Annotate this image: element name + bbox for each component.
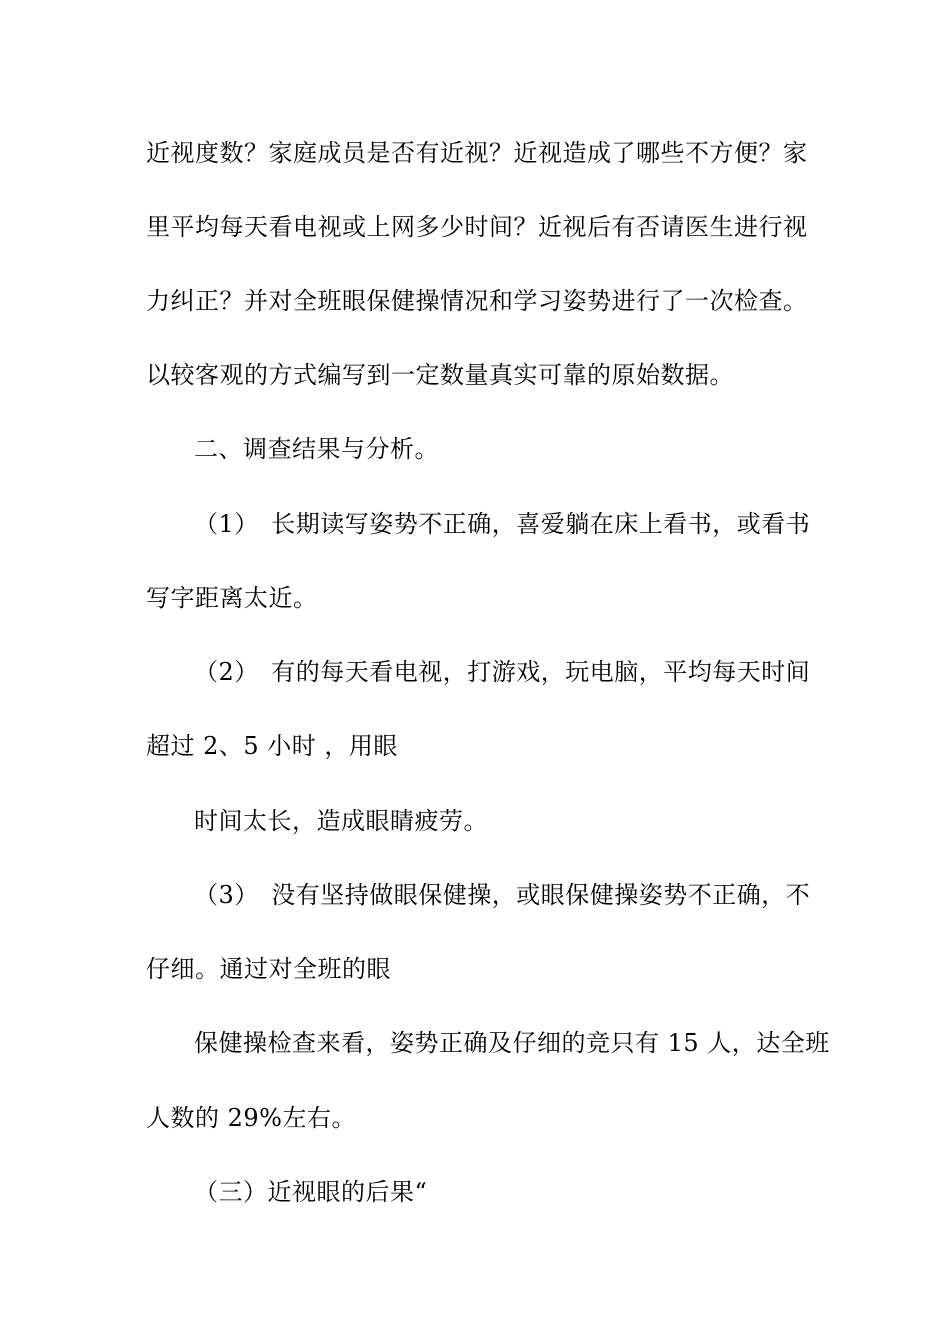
text-line-item-3: （3） 没有坚持做眼保健操，或眼保健操姿势不正确，不 (194, 881, 811, 909)
text-line-item-3-cont: 仔细。通过对全班的眼 (146, 955, 391, 983)
text-line-item-2-cont2: 时间太长，造成眼睛疲劳。 (194, 807, 488, 835)
text-line-item-2: （2） 有的每天看电视，打游戏，玩电脑，平均每天时间 (194, 658, 811, 686)
text-line-item-1: （1） 长期读写姿势不正确，喜爱躺在床上看书，或看书 (194, 510, 811, 538)
text-line-2: 里平均每天看电视或上网多少时间？近视后有否请医生进行视 (146, 213, 808, 241)
text-line-item-3-cont2: 保健操检查来看，姿势正确及仔细的竞只有 15 人，达全班 (194, 1029, 830, 1057)
text-line-1: 近视度数？家庭成员是否有近视？近视造成了哪些不方便？家 (146, 139, 808, 167)
text-line-item-3-cont3: 人数的 29%左右。 (146, 1104, 356, 1132)
text-line-item-1-cont: 写字距离太近。 (146, 584, 318, 612)
text-line-3: 力纠正？并对全班眼保健操情况和学习姿势进行了一次检查。 (146, 287, 808, 315)
text-line-item-2-cont: 超过 2、5 小时 ，用眼 (146, 732, 398, 760)
section-heading-results: 二、调查结果与分析。 (194, 435, 439, 463)
text-line-4: 以较客观的方式编写到一定数量真实可靠的原始数据。 (146, 361, 734, 389)
section-heading-consequences: （三）近视眼的后果“ (194, 1178, 428, 1206)
